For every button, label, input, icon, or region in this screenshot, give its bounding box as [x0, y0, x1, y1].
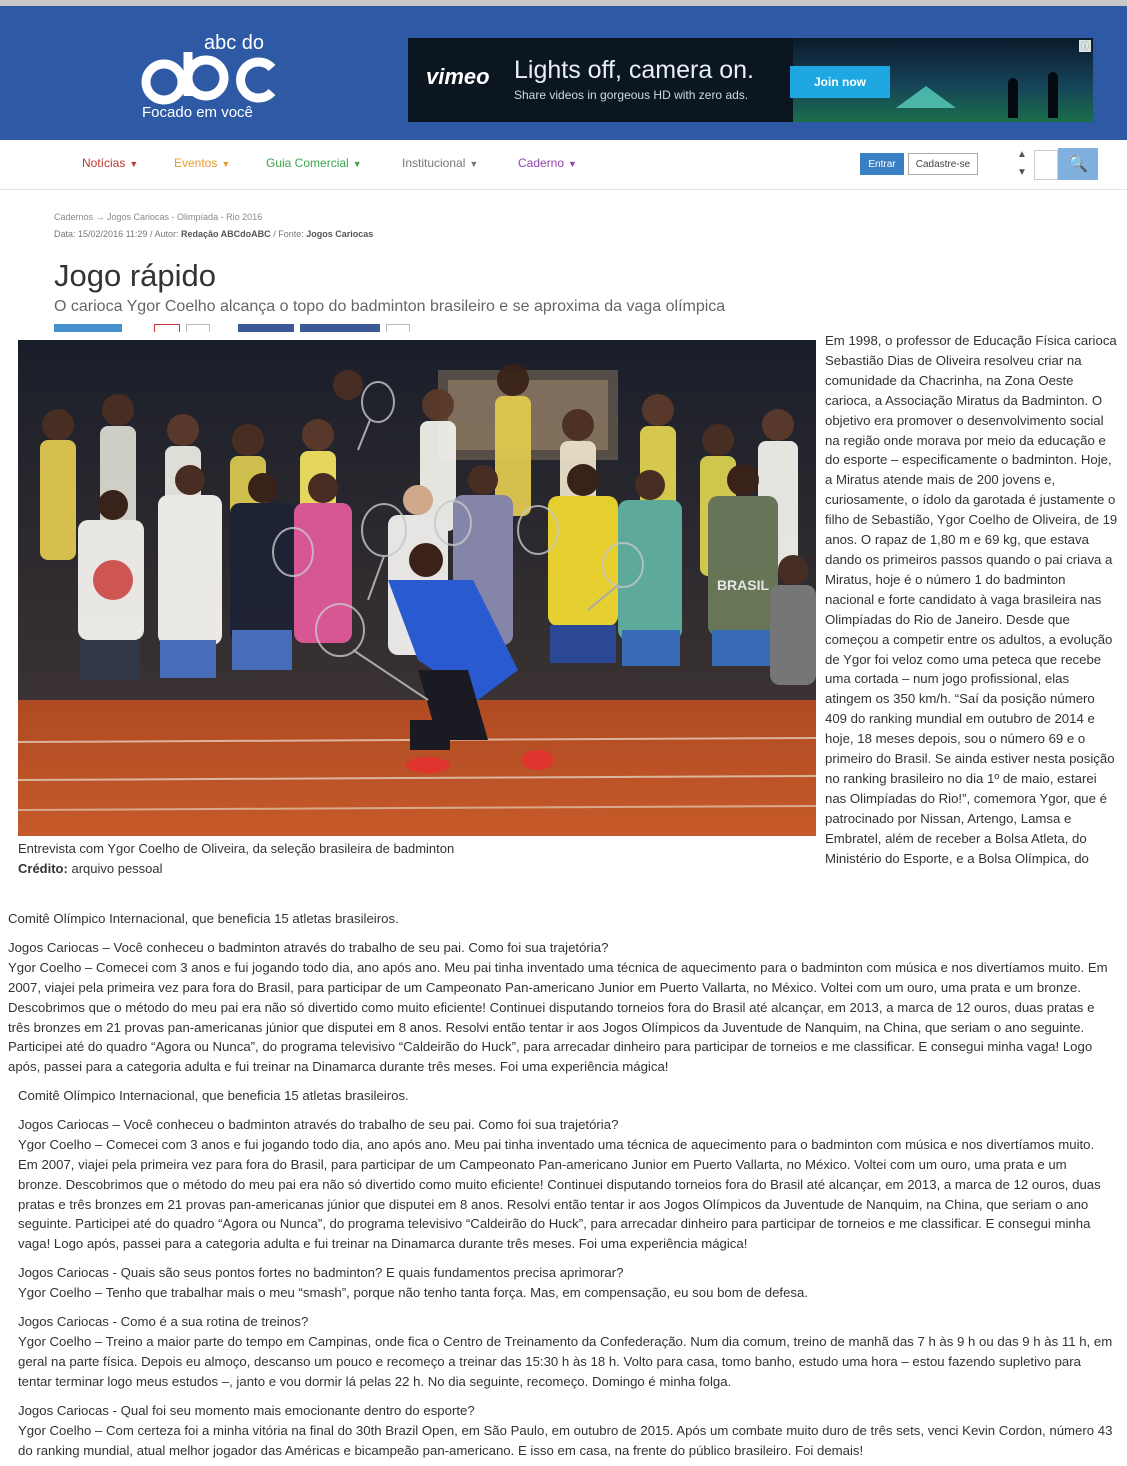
nav-caderno[interactable] — [518, 156, 577, 170]
nav-eventos[interactable] — [174, 156, 230, 170]
gplus-button[interactable] — [154, 324, 180, 332]
ad-person-graphic — [1008, 78, 1018, 118]
caret-up-icon[interactable]: ▲ — [1017, 149, 1027, 160]
nav-institucional[interactable] — [402, 156, 478, 170]
search-input[interactable] — [1034, 150, 1058, 180]
search-button[interactable] — [1058, 148, 1098, 180]
question: Jogos Cariocas - Qual foi seu momento mais emocionante dentro do esporte? — [18, 1402, 475, 1418]
answer: Ygor Coelho – Comecei com 3 anos e fui jogando todo dia, ano após ano. Meu pai tinha inventado uma técnica de aquecimento para o badminton com música e nos divertíamos muito. Em 2007, viajei pela primeira vez para fora do Brasil, para participar de um Campeonato Pan-americano Junior em Puerto Vallarta, no México. Voltei com um ouro, uma prata e um bronze. Descobrimos que o método do meu pai era não só divertido como muito eficiente! Continuei disputando torneios fora do Brasil até alcançar, em 2013, a marca de 12 ouros, duas pratas e três bronzes em 21 provas pan-americanas júnior que disputei em 8 anos. Resolvi então tentar ir aos Jogos Olímpicos da Juventude de Nanquim, na China, que seriam o ano seguinte. Participei até do quadro “Agora ou Nunca”, do programa televisivo “Caldeirão do Huck”, para arrecadar dinheiro para participar de torneios e me classificar. E consegui minha vaga! Logo após, passei para a categoria adulta e fui treinar na Dinamarca durante três meses. Foi uma experiência mágica! — [8, 959, 1108, 1075]
meta-date: 15/02/2016 11:29 — [78, 229, 148, 239]
caret-down-icon: ▼ — [221, 159, 231, 169]
main-navbar — [0, 140, 1127, 190]
body-paragraph: Comitê Olímpico Internacional, que beneficia 15 atletas brasileiros. — [8, 911, 399, 926]
search-icon: 🔍 — [1068, 156, 1088, 173]
nav-eventos-label: Eventos — [174, 156, 218, 170]
question: Jogos Cariocas - Como é a sua rotina de treinos? — [18, 1314, 309, 1330]
answer: Ygor Coelho – Comecei com 3 anos e fui jogando todo dia, ano após ano. Meu pai tinha inventado uma técnica de aquecimento para o badminton com música e nos divertíamos muito. Em 2007, viajei pela primeira vez para fora do Brasil, para participar de um Campeonato Pan-americano Junior em Puerto Vallarta, no México. Voltei com um ouro, uma prata e um bronze. Descobrimos que o método do meu pai era não só divertido como muito eficiente! Continuei disputando torneios fora do Brasil até alcançar, em 2013, a marca de 12 ouros, duas pratas e três bronzes em 21 provas pan-americanas júnior que disputei em 8 anos. Resolvi então tentar ir aos Jogos Olímpicos da Juventude de Nanquim, na China, que seriam o ano seguinte. Participei até do quadro “Agora ou Nunca”, do programa televisivo “Caldeirão do Huck”, para arrecadar dinheiro para participar de torneios e me classificar. E consegui minha vaga! Logo após, passei para a categoria adulta e fui treinar na Dinamarca durante três meses. Foi uma experiência mágica! — [18, 1136, 1101, 1252]
caret-down-icon: ▼ — [129, 159, 139, 169]
facebook-share-button[interactable] — [300, 324, 380, 332]
caption-credit — [18, 859, 454, 879]
ad-person-graphic — [1048, 72, 1058, 118]
question: Jogos Cariocas – Você conheceu o badminton através do trabalho de seu pai. Como foi sua trajetória? — [18, 1116, 619, 1132]
site-header — [0, 0, 1127, 140]
credit-label: Crédito: — [18, 861, 68, 876]
question: Jogos Cariocas - Quais são seus pontos fortes no badminton? E quais fundamentos precisa aprimorar? — [18, 1265, 624, 1281]
article-body-block-2 — [18, 1086, 1114, 1460]
ad-banner[interactable] — [408, 38, 1093, 122]
share-count — [186, 324, 210, 332]
ad-info-icon[interactable]: ⓘ — [1080, 41, 1090, 51]
nav-institucional-label: Institucional — [402, 156, 466, 170]
body-paragraph: Comitê Olímpico Internacional, que beneficia 15 atletas brasileiros. — [18, 1088, 409, 1103]
site-logo[interactable] — [140, 28, 290, 128]
ad-headline: Lights off, camera on. — [514, 56, 754, 84]
photo-caption — [18, 839, 454, 879]
article-intro: Em 1998, o professor de Educação Física carioca Sebastião Dias de Oliveira resolveu criar na comunidade da Chacrinha, na Zona Oeste carioca, a Associação Miratus da Badminton. O objetivo era promover o desenvolvimento social na região onde morava por meio da educação e do esporte – especificamente o badminton. Hoje, a Miratus atende mais de 200 jovens e, curiosamente, o ídolo da garotada é justamente o filho de Sebastião, Ygor Coelho de Oliveira, de 19 anos. O rapaz de 1,80 m e 69 kg, que estava dando os primeiros passos quando o pai criava a Miratus, hoje é o número 1 do badminton nacional e forte candidato à vaga brasileira nas Olimpíadas do Rio de Janeiro. Desde que começou a competir entre os adultos, a evolução de Ygor foi veloz como uma peteca que recebe uma cortada – num jogo profissional, elas atingem os 350 km/h. “Saí da posição número 409 do ranking mundial em outubro de 2014 e hoje, 18 meses depois, sou o número 69 e o primeiro do Brasil. Se ainda estiver nesta posição no ranking brasileiro no dia 1º de maio, estarei nas Olimpíadas do Rio!”, comemora Ygor, que é patrocinado por Nissan, Artengo, Lamsa e Embratel, além de receber a Bolsa Atleta, do Ministério do Esporte, e a Bolsa Olímpica, do — [825, 333, 1118, 866]
logo-small-text: abc do — [204, 32, 265, 54]
page-subtitle: O carioca Ygor Coelho alcança o topo do badminton brasileiro e se aproxima da vaga olímpica — [54, 298, 726, 315]
caret-down-icon: ▼ — [568, 159, 577, 169]
caret-down-icon: ▼ — [469, 159, 479, 169]
nav-guia-comercial[interactable] — [266, 156, 362, 170]
logo-tagline: Focado em você — [142, 104, 253, 121]
nav-caderno-label: Caderno — [518, 156, 565, 170]
scroll-control[interactable] — [1012, 146, 1032, 184]
caption-text: Entrevista com Ygor Coelho de Oliveira, da seleção brasileira de badminton — [18, 841, 455, 856]
caret-down-icon: ▼ — [352, 159, 362, 169]
logo-mark — [140, 48, 280, 108]
article-body-block-1 — [8, 909, 1116, 1077]
nav-noticias-label: Notícias — [82, 156, 126, 170]
credit-value: arquivo pessoal — [71, 861, 163, 876]
ad-join-button[interactable]: Join now — [790, 66, 890, 98]
caret-down-icon[interactable]: ▼ — [1017, 167, 1027, 178]
article-meta — [54, 229, 373, 239]
facebook-like-button[interactable] — [238, 324, 294, 332]
register-button[interactable]: Cadastre-se — [908, 153, 978, 175]
meta-source-label: / Fonte: — [273, 229, 304, 239]
ad-subline: Share videos in gorgeous HD with zero ads. — [514, 88, 749, 102]
nav-noticias[interactable] — [82, 156, 138, 170]
shirt-text: BRASIL — [716, 577, 770, 593]
answer: Ygor Coelho – Treino a maior parte do tempo em Campinas, onde fica o Centro de Treinamento da Confederação. Num dia comum, treino de manhã das 7 h às 9 h ou das 9 h às 11 h, em geral na parte física. Depois eu almoço, descanso um pouco e recomeço a treinar das 15:30 h às 18 h. Volto para casa, tomo banho, estudo uma hora – estou fazendo supletivo para tentar terminar logo meus estudos –, janto e vou dormir lá pelas 22 h. No dia seguinte, recomeço. Domingo é minha folga. — [18, 1333, 1113, 1389]
meta-author-label: / Autor: — [149, 229, 179, 239]
page-title: Jogo rápido — [54, 258, 217, 293]
team-photo-illustration — [18, 340, 816, 836]
meta-author[interactable]: Redação ABCdoABC — [181, 229, 271, 239]
answer: Ygor Coelho – Tenho que trabalhar mais o meu “smash”, porque não tenho tanta força. Mas, em compensação, eu sou bom de defesa. — [18, 1285, 809, 1301]
ad-brand: vimeo — [426, 64, 490, 89]
breadcrumb[interactable]: Cadernos → Jogos Cariocas - Olimpíada - Rio 2016 — [54, 212, 263, 222]
tweet-button[interactable] — [54, 324, 122, 332]
question: Jogos Cariocas – Você conheceu o badminton através do trabalho de seu pai. Como foi sua trajetória? — [8, 939, 609, 955]
share-count — [386, 324, 410, 332]
meta-date-label: Data: — [54, 229, 76, 239]
answer: Ygor Coelho – Com certeza foi a minha vitória na final do 30th Brazil Open, em São Paulo, em outubro de 2015. Após um combate muito duro de três sets, venci Kevin Cordon, número 43 do ranking mundial, atual melhor jogador das Américas e bicampeão pan-americano. E isso em casa, na frente do público brasileiro. Foi demais! — [18, 1422, 1113, 1458]
article-photo — [18, 340, 816, 836]
login-button[interactable]: Entrar — [860, 153, 904, 175]
meta-source[interactable]: Jogos Cariocas — [306, 229, 374, 239]
nav-guia-label: Guia Comercial — [266, 156, 349, 170]
